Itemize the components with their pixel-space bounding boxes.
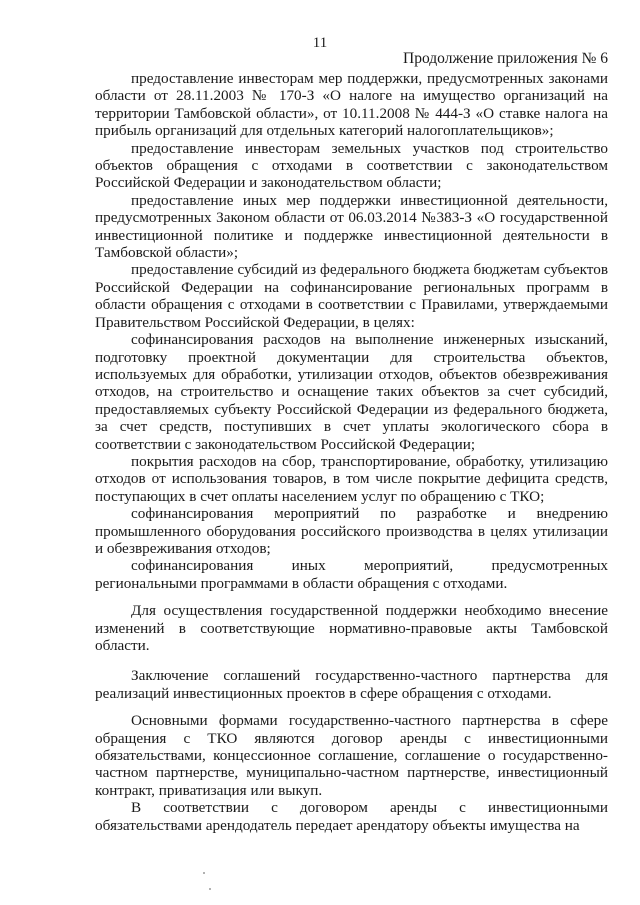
paragraph: софинансирования мероприятий по разработке и внедрению промышленного оборудования российского производства в целях утилизации и обезвреживания отходов; xyxy=(95,505,608,557)
paragraph: предоставление субсидий из федерального бюджета бюджетам субъектов Российской Федерации на софинансирование региональных программ в области обращения с отходами в соответствии с Правилами, утверждаемыми Правительством Российской Федерации, в целях: xyxy=(95,261,608,331)
document-body xyxy=(95,70,608,834)
scan-speck xyxy=(203,872,205,874)
paragraph: предоставление инвесторам земельных участков под строительство объектов обращения с отходами в соответствии с законодательством Российской Федерации и законодательством области; xyxy=(95,139,608,192)
page-number: 11 xyxy=(312,35,328,51)
paragraph: предоставление иных мер поддержки инвестиционной деятельности, предусмотренных Законом области от 06.03.2014 №383-З «О государственной инвестиционной политике и поддержке инвестиционной деятельности в Тамбовской области»; xyxy=(95,191,608,262)
paragraph: Для осуществления государственной поддержки необходимо внесение изменений в соответствующие нормативно-правовые акты Тамбовской области. xyxy=(95,602,608,654)
paragraph: предоставление инвесторам мер поддержки, предусмотренных законами области от 28.11.2003 № 170-З «О налоге на имущество организаций на территории Тамбовской области», от 10.11.2008 № 444-З «О ставке налога на прибыль организаций для отдельных категорий налогоплательщиков»; xyxy=(95,70,608,140)
paragraph: Заключение соглашений государственно-частного партнерства для реализаций инвестиционных проектов в сфере обращения с отходами. xyxy=(95,667,608,702)
paragraph: софинансирования иных мероприятий, предусмотренных региональными программами в области обращения с отходами. xyxy=(95,557,608,592)
paragraph: Основными формами государственно-частного партнерства в сфере обращения с ТКО являются договор аренды с инвестиционными обязательствами, концессионное соглашение, соглашение о государственно-частном партнерстве, муниципально-частном партнерстве, инвестиционный контракт, приватизация или выкуп. xyxy=(95,712,608,799)
appendix-continuation-note: Продолжение приложения № 6 xyxy=(403,50,608,67)
paragraph: В соответствии с договором аренды с инвестиционными обязательствами арендодатель передает арендатору объекты имущества на xyxy=(95,799,608,834)
paragraph: софинансирования расходов на выполнение инженерных изысканий, подготовку проектной документации для строительства объектов, используемых для обработки, утилизации отходов, объектов обезвреживания отходов, на строительство и оснащение таких объектов за счет субсидий, предоставляемых субъекту Российской Федерации из федерального бюджета, за счет средств, поступивших в счет уплаты экологического сбора в соответствии с законодательством Российской Федерации; xyxy=(95,331,608,453)
scan-speck xyxy=(209,888,211,890)
paragraph: покрытия расходов на сбор, транспортирование, обработку, утилизацию отходов от использования товаров, в том числе покрытие дефицита средств, поступающих в счет оплаты населением услуг по обращению с ТКО; xyxy=(95,452,608,505)
